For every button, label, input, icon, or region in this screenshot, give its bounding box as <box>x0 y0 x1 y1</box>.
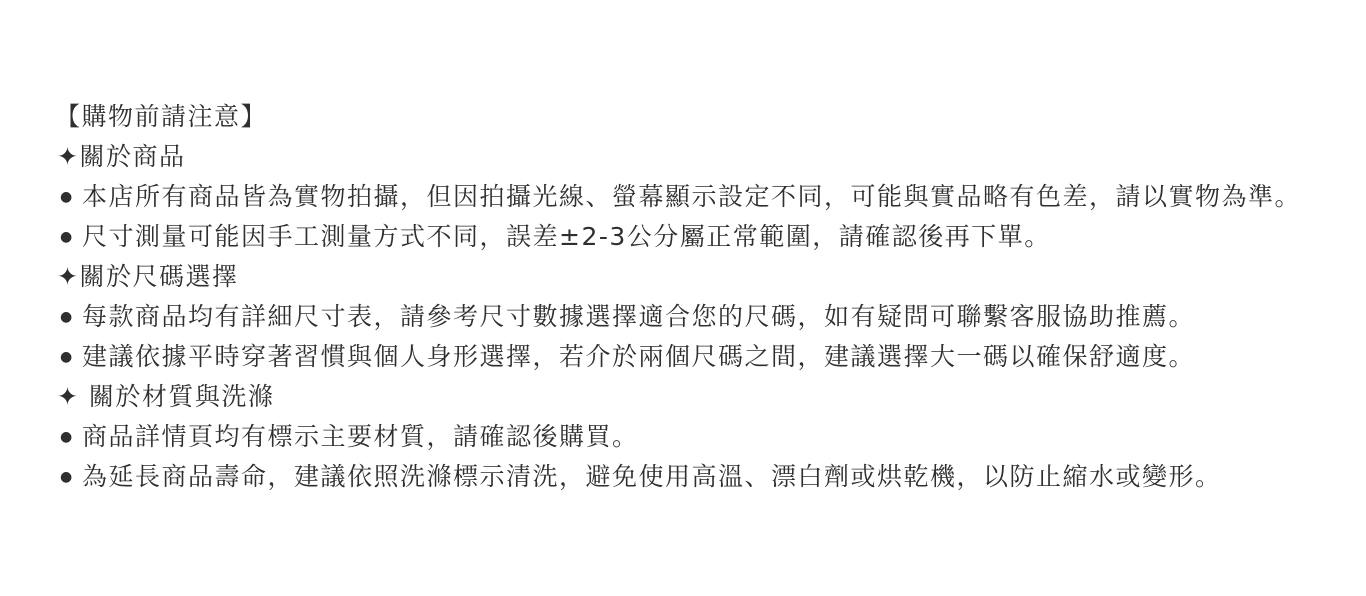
bullet-item-text: 本店所有商品皆為實物拍攝，但因拍攝光線、螢幕顯示設定不同，可能與實品略有色差，請以實物為準。 <box>82 182 1302 211</box>
bullet-dot-icon: ● <box>60 189 74 205</box>
section-heading-products: ✦關於商品 <box>57 142 186 171</box>
bullet-item-text: 建議依據平時穿著習慣與個人身形選擇，若介於兩個尺碼之間，建議選擇大一碼以確保舒適度。 <box>82 342 1196 371</box>
notice-bullet-item <box>60 297 1345 337</box>
bullet-dot-icon: ● <box>60 349 74 365</box>
notice-bullet-item <box>60 177 1345 217</box>
shopping-notice-panel <box>55 97 1345 497</box>
bullet-item-text: 尺寸測量可能因手工測量方式不同，誤差±2-3公分屬正常範圍，請確認後再下單。 <box>82 222 1051 251</box>
bullet-item-text: 為延長商品壽命，建議依照洗滌標示清洗，避免使用高溫、漂白劑或烘乾機，以防止縮水或變形。 <box>82 462 1222 491</box>
notice-bullet-item <box>60 417 1345 457</box>
bullet-dot-icon: ● <box>60 429 74 445</box>
bullet-dot-icon: ● <box>60 229 74 245</box>
notice-bullet-item <box>60 217 1345 257</box>
section-heading-size-selection: ✦關於尺碼選擇 <box>57 262 239 291</box>
notice-bullet-item <box>60 457 1345 497</box>
bullet-dot-icon: ● <box>60 309 74 325</box>
notice-bullet-item <box>60 337 1345 377</box>
notice-title: 【購物前請注意】 <box>55 102 268 131</box>
section-heading-material-washing: ✦ 關於材質與洗滌 <box>57 382 275 411</box>
bullet-dot-icon: ● <box>60 469 74 485</box>
bullet-item-text: 商品詳情頁均有標示主要材質，請確認後購買。 <box>82 422 639 451</box>
bullet-item-text: 每款商品均有詳細尺寸表，請參考尺寸數據選擇適合您的尺碼，如有疑問可聯繫客服協助推薦。 <box>82 302 1196 331</box>
